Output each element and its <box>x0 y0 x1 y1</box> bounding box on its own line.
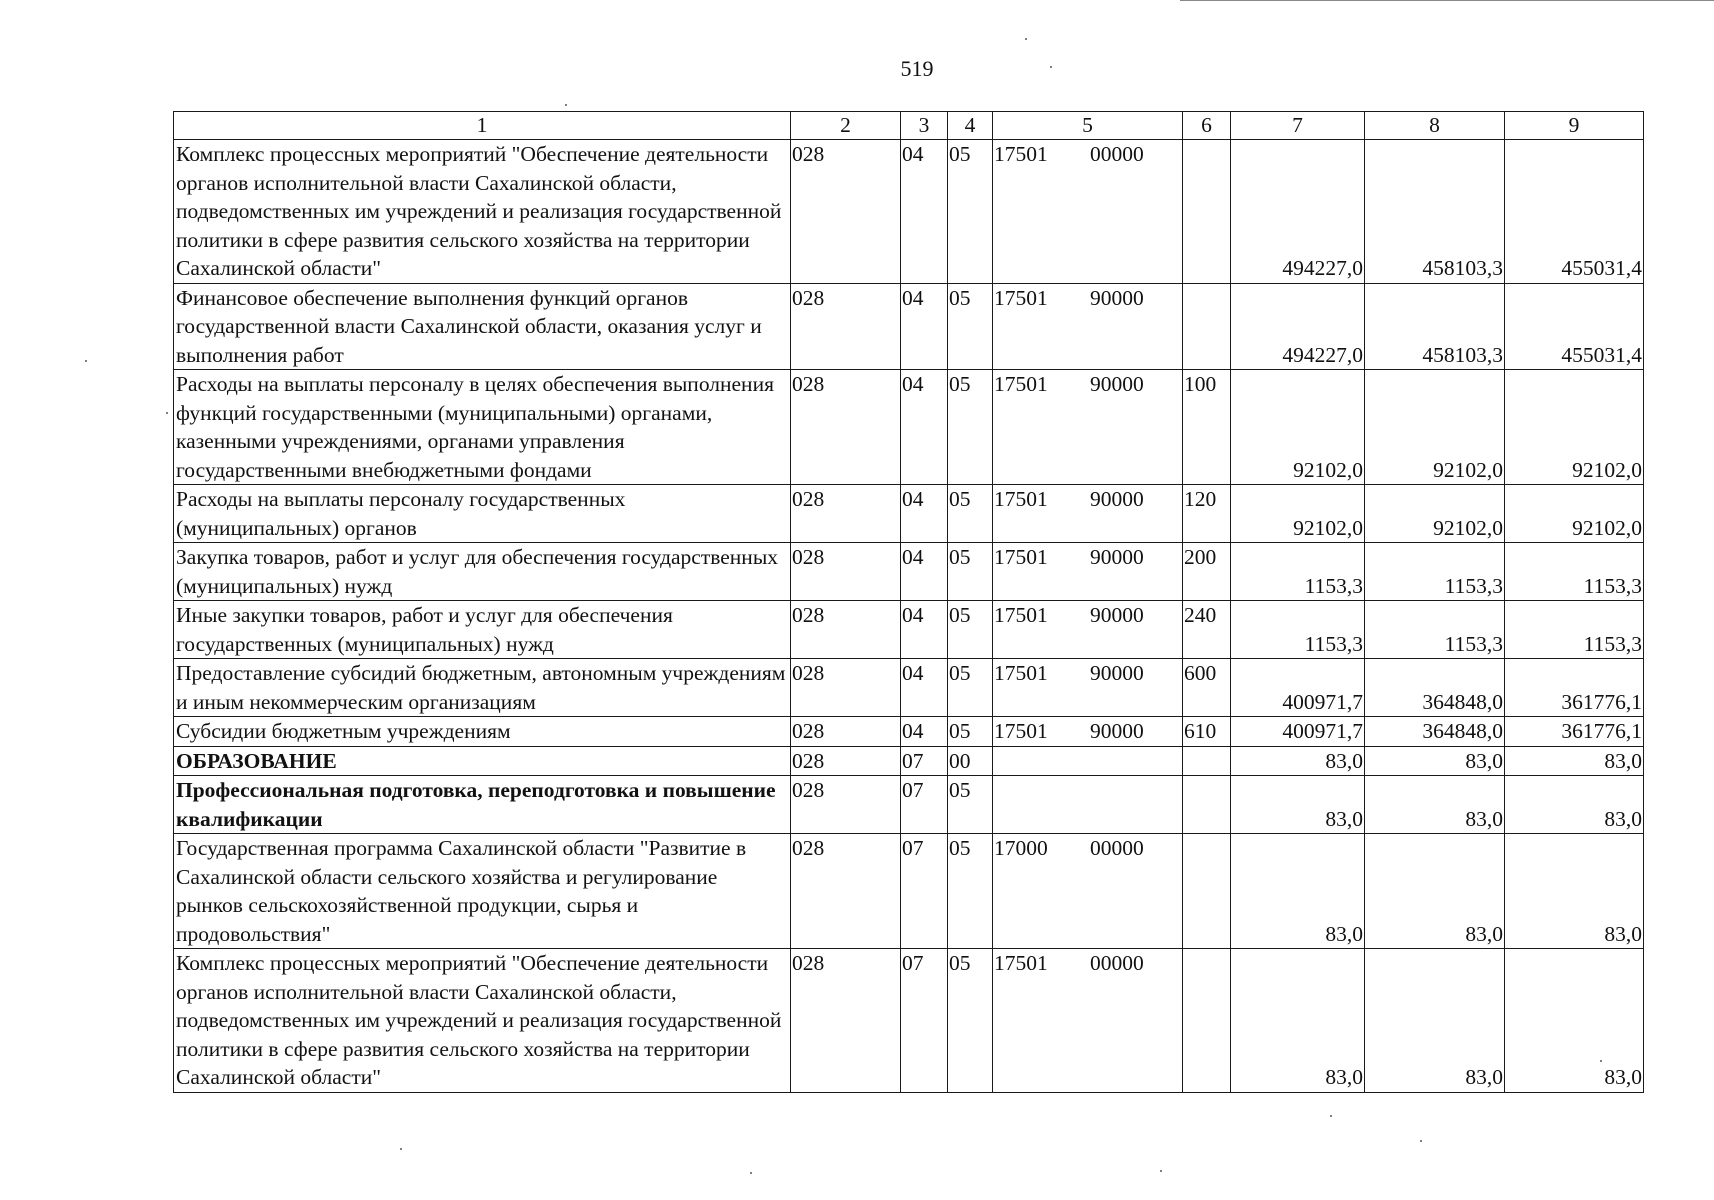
subsection-code-cell: 05 <box>948 370 993 485</box>
page-number: 519 <box>900 56 934 81</box>
section-code-cell: 04 <box>901 601 948 659</box>
amount-2024-cell: 400971,7 <box>1231 717 1365 747</box>
subsection-code-cell: 00 <box>948 746 993 776</box>
table-row <box>174 543 1644 601</box>
amount-2026-cell: 92102,0 <box>1505 370 1644 485</box>
amount-2025-cell: 1153,3 <box>1365 543 1505 601</box>
amount-2026-cell: 83,0 <box>1505 746 1644 776</box>
target-article-cell <box>993 949 1183 1093</box>
column-header: 6 <box>1183 112 1231 140</box>
target-article-cell <box>993 601 1183 659</box>
subsection-code-cell: 05 <box>948 776 993 834</box>
table-row <box>174 140 1644 284</box>
expense-type-cell <box>1183 776 1231 834</box>
target-article-cell <box>993 140 1183 284</box>
target-article-direction-code: 90000 <box>1090 545 1144 569</box>
amount-2026-cell: 1153,3 <box>1505 543 1644 601</box>
admin-code-cell: 028 <box>791 746 901 776</box>
table-row <box>174 746 1644 776</box>
row-name-cell: Закупка товаров, работ и услуг для обеспечения государственных (муниципальных) нужд <box>174 543 791 601</box>
table-row <box>174 659 1644 717</box>
expense-type-cell: 600 <box>1183 659 1231 717</box>
scan-speck <box>166 412 168 414</box>
target-article-direction-code: 90000 <box>1090 603 1144 627</box>
amount-2025-cell: 364848,0 <box>1365 717 1505 747</box>
amount-2024-cell: 400971,7 <box>1231 659 1365 717</box>
target-article-cell <box>993 485 1183 543</box>
amount-2024-cell: 1153,3 <box>1231 601 1365 659</box>
amount-2024-cell: 83,0 <box>1231 746 1365 776</box>
expense-type-cell <box>1183 746 1231 776</box>
admin-code-cell: 028 <box>791 949 901 1093</box>
target-article-program-code: 17501 <box>994 951 1048 975</box>
amount-2025-cell: 1153,3 <box>1365 601 1505 659</box>
scan-speck <box>1160 1170 1162 1172</box>
admin-code-cell: 028 <box>791 370 901 485</box>
admin-code-cell: 028 <box>791 283 901 370</box>
scan-edge-line <box>1180 0 1714 1</box>
target-article-cell <box>993 283 1183 370</box>
section-code-cell: 04 <box>901 485 948 543</box>
row-name-cell: Профессиональная подготовка, переподготовка и повышение квалификации <box>174 776 791 834</box>
admin-code-cell: 028 <box>791 717 901 747</box>
scan-speck <box>1420 1140 1422 1142</box>
target-article-program-code: 17501 <box>994 661 1048 685</box>
subsection-code-cell: 05 <box>948 140 993 284</box>
amount-2025-cell: 83,0 <box>1365 746 1505 776</box>
expense-type-cell <box>1183 283 1231 370</box>
target-article-direction-code: 00000 <box>1090 951 1144 975</box>
row-name-cell: Комплекс процессных мероприятий "Обеспечение деятельности органов исполнительной власти Сахалинской области, подведомственных им учреждений и реализация государственной политики в сфере развития сельского хозяйства на территории Сахалинской области" <box>174 140 791 284</box>
amount-2025-cell: 364848,0 <box>1365 659 1505 717</box>
table-row <box>174 601 1644 659</box>
scan-speck <box>1600 1060 1602 1062</box>
subsection-code-cell: 05 <box>948 659 993 717</box>
expense-type-cell <box>1183 140 1231 284</box>
admin-code-cell: 028 <box>791 485 901 543</box>
scan-speck <box>1330 1115 1332 1117</box>
target-article-cell <box>993 776 1183 834</box>
column-header: 4 <box>948 112 993 140</box>
amount-2024-cell: 83,0 <box>1231 776 1365 834</box>
target-article-cell <box>993 543 1183 601</box>
amount-2026-cell: 1153,3 <box>1505 601 1644 659</box>
subsection-code-cell: 05 <box>948 834 993 949</box>
row-name-cell: Комплекс процессных мероприятий "Обеспечение деятельности органов исполнительной власти Сахалинской области, подведомственных им учреждений и реализация государственной политики в сфере развития сельского хозяйства на территории Сахалинской области" <box>174 949 791 1093</box>
expense-type-cell: 610 <box>1183 717 1231 747</box>
target-article-cell <box>993 717 1183 747</box>
amount-2026-cell: 83,0 <box>1505 776 1644 834</box>
amount-2026-cell: 83,0 <box>1505 834 1644 949</box>
expense-type-cell: 100 <box>1183 370 1231 485</box>
target-article-cell <box>993 746 1183 776</box>
expense-type-cell <box>1183 834 1231 949</box>
amount-2024-cell: 83,0 <box>1231 834 1365 949</box>
target-article-direction-code: 00000 <box>1090 142 1144 166</box>
section-code-cell: 04 <box>901 543 948 601</box>
table-row <box>174 283 1644 370</box>
budget-table <box>173 111 1644 1093</box>
column-header: 1 <box>174 112 791 140</box>
column-header: 8 <box>1365 112 1505 140</box>
column-header: 9 <box>1505 112 1644 140</box>
section-code-cell: 07 <box>901 949 948 1093</box>
section-code-cell: 04 <box>901 370 948 485</box>
amount-2025-cell: 92102,0 <box>1365 485 1505 543</box>
section-code-cell: 04 <box>901 659 948 717</box>
admin-code-cell: 028 <box>791 659 901 717</box>
subsection-code-cell: 05 <box>948 485 993 543</box>
expense-type-cell <box>1183 949 1231 1093</box>
amount-2025-cell: 458103,3 <box>1365 140 1505 284</box>
scan-speck <box>1050 66 1052 68</box>
target-article-program-code: 17501 <box>994 487 1048 511</box>
table-row <box>174 717 1644 747</box>
row-name-cell: Субсидии бюджетным учреждениям <box>174 717 791 747</box>
row-name-cell: Расходы на выплаты персоналу государственных (муниципальных) органов <box>174 485 791 543</box>
row-name-cell: Иные закупки товаров, работ и услуг для обеспечения государственных (муниципальных) нужд <box>174 601 791 659</box>
subsection-code-cell: 05 <box>948 283 993 370</box>
admin-code-cell: 028 <box>791 601 901 659</box>
amount-2026-cell: 455031,4 <box>1505 283 1644 370</box>
expense-type-cell: 200 <box>1183 543 1231 601</box>
scan-speck <box>400 1148 402 1150</box>
table-body <box>174 140 1644 1093</box>
target-article-program-code: 17501 <box>994 372 1048 396</box>
target-article-cell <box>993 370 1183 485</box>
admin-code-cell: 028 <box>791 543 901 601</box>
amount-2024-cell: 92102,0 <box>1231 485 1365 543</box>
amount-2024-cell: 494227,0 <box>1231 283 1365 370</box>
section-code-cell: 07 <box>901 834 948 949</box>
scan-speck <box>85 360 87 362</box>
subsection-code-cell: 05 <box>948 717 993 747</box>
admin-code-cell: 028 <box>791 834 901 949</box>
section-code-cell: 07 <box>901 746 948 776</box>
target-article-direction-code: 90000 <box>1090 661 1144 685</box>
target-article-program-code: 17501 <box>994 142 1048 166</box>
row-name-cell: Расходы на выплаты персоналу в целях обеспечения выполнения функций государственными (муниципальными) органами, казенными учреждениями, органами управления государственными внебюджетными фондами <box>174 370 791 485</box>
table-header-row <box>174 112 1644 140</box>
column-header: 2 <box>791 112 901 140</box>
amount-2025-cell: 83,0 <box>1365 834 1505 949</box>
amount-2025-cell: 83,0 <box>1365 949 1505 1093</box>
amount-2024-cell: 494227,0 <box>1231 140 1365 284</box>
table-row <box>174 776 1644 834</box>
subsection-code-cell: 05 <box>948 543 993 601</box>
amount-2026-cell: 83,0 <box>1505 949 1644 1093</box>
section-code-cell: 04 <box>901 283 948 370</box>
expense-type-cell: 120 <box>1183 485 1231 543</box>
section-code-cell: 07 <box>901 776 948 834</box>
target-article-direction-code: 90000 <box>1090 719 1144 743</box>
amount-2026-cell: 361776,1 <box>1505 717 1644 747</box>
amount-2026-cell: 361776,1 <box>1505 659 1644 717</box>
target-article-program-code: 17501 <box>994 603 1048 627</box>
row-name-cell: Государственная программа Сахалинской области "Развитие в Сахалинской области сельского хозяйства и регулирование рынков сельскохозяйственной продукции, сырья и продовольствия" <box>174 834 791 949</box>
target-article-program-code: 17501 <box>994 719 1048 743</box>
target-article-direction-code: 90000 <box>1090 285 1144 310</box>
scan-speck <box>565 104 567 106</box>
row-name-cell: ОБРАЗОВАНИЕ <box>174 746 791 776</box>
expense-type-cell: 240 <box>1183 601 1231 659</box>
target-article-program-code: 17000 <box>994 836 1048 860</box>
target-article-direction-code: 00000 <box>1090 836 1144 860</box>
target-article-cell <box>993 659 1183 717</box>
amount-2025-cell: 458103,3 <box>1365 283 1505 370</box>
admin-code-cell: 028 <box>791 776 901 834</box>
subsection-code-cell: 05 <box>948 601 993 659</box>
amount-2025-cell: 92102,0 <box>1365 370 1505 485</box>
section-code-cell: 04 <box>901 717 948 747</box>
amount-2024-cell: 83,0 <box>1231 949 1365 1093</box>
row-name-cell: Предоставление субсидий бюджетным, автономным учреждениям и иным некоммерческим организациям <box>174 659 791 717</box>
table-row <box>174 949 1644 1093</box>
target-article-program-code: 17501 <box>994 545 1048 569</box>
amount-2026-cell: 92102,0 <box>1505 485 1644 543</box>
subsection-code-cell: 05 <box>948 949 993 1093</box>
section-code-cell: 04 <box>901 140 948 284</box>
admin-code-cell: 028 <box>791 140 901 284</box>
target-article-direction-code: 90000 <box>1090 372 1144 396</box>
scan-speck <box>1025 38 1027 40</box>
column-header: 7 <box>1231 112 1365 140</box>
amount-2024-cell: 92102,0 <box>1231 370 1365 485</box>
table-row <box>174 485 1644 543</box>
column-header: 5 <box>993 112 1183 140</box>
amount-2025-cell: 83,0 <box>1365 776 1505 834</box>
target-article-direction-code: 90000 <box>1090 487 1144 511</box>
target-article-cell <box>993 834 1183 949</box>
amount-2026-cell: 455031,4 <box>1505 140 1644 284</box>
table-row <box>174 834 1644 949</box>
table-row <box>174 370 1644 485</box>
scan-speck <box>750 1172 752 1174</box>
row-name-cell: Финансовое обеспечение выполнения функций органов государственной власти Сахалинской области, оказания услуг и выполнения работ <box>174 283 791 370</box>
amount-2024-cell: 1153,3 <box>1231 543 1365 601</box>
column-header: 3 <box>901 112 948 140</box>
target-article-program-code: 17501 <box>994 285 1048 310</box>
